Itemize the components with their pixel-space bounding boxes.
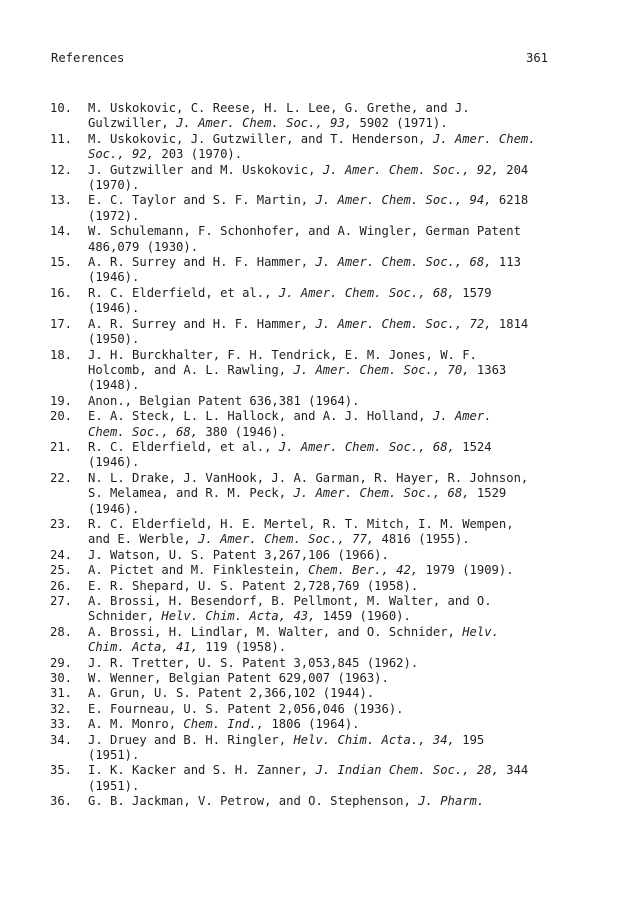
citation-source: J. Amer. Chem. — [432, 131, 536, 146]
reference-line — [88, 471, 570, 486]
reference-line — [88, 486, 570, 501]
reference-text — [88, 733, 570, 764]
reference-line — [88, 733, 570, 748]
reference-line — [88, 794, 570, 809]
citation-source: Chem. Ber., 42, — [308, 563, 419, 578]
reference-line — [88, 517, 570, 532]
reference-segment: Holcomb, and A. L. Rawling, — [88, 362, 294, 377]
reference-entry — [50, 348, 570, 394]
reference-text — [88, 440, 570, 471]
reference-entry — [50, 224, 570, 255]
reference-number: 27. — [50, 594, 73, 608]
reference-segment: Schnider, — [88, 609, 162, 624]
reference-segment: 204 — [498, 162, 529, 177]
reference-line — [88, 455, 570, 470]
reference-number: 21. — [50, 439, 73, 454]
reference-segment: 1363 — [469, 362, 507, 377]
running-header-title: References — [51, 51, 125, 65]
reference-entry — [50, 594, 570, 625]
reference-line — [88, 178, 570, 193]
citation-source: Chem. Ind., — [183, 717, 265, 732]
reference-segment: M. Uskokovic, C. Reese, H. L. Lee, G. Grethe, and J. — [88, 101, 470, 115]
reference-line — [88, 640, 570, 655]
reference-line — [88, 409, 570, 424]
reference-text — [88, 471, 570, 517]
reference-entry — [50, 409, 570, 440]
citation-source: Soc., 92, — [88, 147, 155, 162]
reference-text — [88, 317, 570, 348]
reference-segment: 1979 (1909). — [418, 563, 514, 578]
reference-text — [88, 132, 570, 163]
citation-source: J. Amer. Chem. Soc., 68, — [293, 486, 470, 501]
reference-text — [88, 409, 570, 440]
reference-segment: A. R. Surrey and H. F. Hammer, — [88, 255, 316, 270]
reference-number: 19. — [50, 393, 73, 408]
reference-line — [88, 363, 570, 378]
reference-line — [88, 224, 570, 239]
reference-line — [88, 671, 570, 686]
reference-text — [88, 763, 570, 794]
reference-line — [88, 440, 570, 455]
reference-entry — [50, 794, 570, 809]
reference-line — [88, 270, 570, 285]
citation-source: Helv. — [462, 624, 499, 639]
reference-line — [88, 425, 570, 440]
reference-line — [88, 686, 570, 701]
reference-entry — [50, 517, 570, 548]
reference-line — [88, 147, 570, 162]
reference-entry — [50, 471, 570, 517]
citation-source: Chem. Soc., 68, — [88, 424, 199, 439]
reference-segment: 6218 — [491, 193, 529, 208]
reference-text — [88, 686, 570, 701]
reference-segment: (1946). — [88, 501, 140, 516]
reference-number: 17. — [50, 316, 73, 331]
reference-segment: S. Melamea, and R. M. Peck, — [88, 486, 294, 501]
reference-segment: A. Brossi, H. Lindlar, M. Walter, and O. Schnider, — [88, 624, 463, 639]
reference-entry — [50, 317, 570, 348]
reference-entry — [50, 548, 570, 563]
reference-number: 24. — [50, 547, 73, 562]
reference-text — [88, 517, 570, 548]
reference-entry — [50, 656, 570, 671]
reference-segment: Gulzwiller, — [88, 116, 177, 131]
reference-segment: 344 — [498, 763, 529, 778]
citation-source: J. Amer. Chem. Soc., 93, — [176, 116, 353, 131]
reference-line — [88, 656, 570, 671]
reference-text — [88, 394, 570, 409]
reference-line — [88, 317, 570, 332]
reference-number: 34. — [50, 732, 73, 747]
reference-segment: (1946). — [88, 455, 140, 470]
reference-entry — [50, 563, 570, 578]
reference-number: 16. — [50, 285, 73, 300]
reference-segment: 1814 — [491, 316, 529, 331]
reference-line — [88, 348, 570, 363]
reference-list — [50, 101, 570, 810]
citation-source: J. Amer. Chem. Soc., 92, — [322, 162, 499, 177]
reference-number: 25. — [50, 563, 73, 578]
reference-segment: J. Druey and B. H. Ringler, — [88, 732, 294, 747]
reference-number: 18. — [50, 347, 73, 362]
reference-entry — [50, 702, 570, 717]
reference-segment: W. Wenner, Belgian Patent 629,007 (1963). — [88, 671, 389, 686]
reference-segment: R. C. Elderfield, H. E. Mertel, R. T. Mitch, I. M. Wempen, — [88, 516, 514, 531]
reference-line — [88, 609, 570, 624]
reference-line — [88, 594, 570, 609]
reference-line — [88, 101, 570, 116]
reference-line — [88, 240, 570, 255]
reference-segment: E. Fourneau, U. S. Patent 2,056,046 (1936). — [88, 701, 404, 716]
reference-number: 15. — [50, 255, 73, 270]
reference-text — [88, 579, 570, 594]
citation-source: Chim. Acta, 41, — [88, 640, 199, 655]
reference-segment: A. Pictet and M. Finklestein, — [88, 563, 309, 578]
reference-text — [88, 656, 570, 671]
reference-number: 23. — [50, 516, 73, 531]
reference-segment: (1951). — [88, 778, 140, 793]
reference-segment: 1459 (1960). — [315, 609, 411, 624]
reference-segment: R. C. Elderfield, et al., — [88, 285, 279, 300]
citation-source: J. Amer. Chem. Soc., 94, — [315, 193, 492, 208]
reference-segment: 1806 (1964). — [264, 717, 360, 732]
reference-segment: 486,079 (1930). — [88, 239, 199, 254]
reference-number: 35. — [50, 763, 73, 778]
reference-entry — [50, 763, 570, 794]
citation-source: J. Amer. Chem. Soc., 68, — [315, 255, 492, 270]
reference-text — [88, 255, 570, 286]
reference-segment: A. Grun, U. S. Patent 2,366,102 (1944). — [88, 686, 375, 701]
reference-number: 22. — [50, 470, 73, 485]
reference-line — [88, 163, 570, 178]
reference-text — [88, 193, 570, 224]
reference-text — [88, 101, 570, 132]
reference-line — [88, 132, 570, 147]
reference-line — [88, 579, 570, 594]
reference-entry — [50, 286, 570, 317]
reference-entry — [50, 101, 570, 132]
reference-segment: (1972). — [88, 208, 140, 223]
reference-segment: 1524 — [454, 439, 492, 454]
reference-line — [88, 286, 570, 301]
citation-source: J. Amer. Chem. Soc., 68, — [278, 439, 455, 454]
reference-line — [88, 301, 570, 316]
reference-text — [88, 286, 570, 317]
reference-segment: 119 (1958). — [198, 640, 287, 655]
reference-segment: J. Watson, U. S. Patent 3,267,106 (1966). — [88, 547, 389, 562]
reference-number: 33. — [50, 717, 73, 732]
reference-text — [88, 625, 570, 656]
reference-line — [88, 532, 570, 547]
reference-number: 10. — [50, 101, 73, 115]
citation-source: J. Amer. Chem. Soc., 70, — [293, 362, 470, 377]
reference-text — [88, 548, 570, 563]
reference-entry — [50, 579, 570, 594]
reference-text — [88, 594, 570, 625]
reference-line — [88, 209, 570, 224]
reference-entry — [50, 163, 570, 194]
reference-line — [88, 548, 570, 563]
reference-line — [88, 748, 570, 763]
reference-segment: W. Schulemann, F. Schonhofer, and A. Wingler, German Patent — [88, 224, 521, 239]
reference-line — [88, 563, 570, 578]
reference-text — [88, 671, 570, 686]
reference-segment: 203 (1970). — [154, 147, 243, 162]
reference-segment: (1946). — [88, 301, 140, 316]
reference-entry — [50, 686, 570, 701]
reference-number: 30. — [50, 671, 73, 686]
reference-text — [88, 794, 570, 809]
reference-segment: M. Uskokovic, J. Gutzwiller, and T. Henderson, — [88, 131, 433, 146]
reference-segment: (1946). — [88, 270, 140, 285]
reference-entry — [50, 394, 570, 409]
reference-entry — [50, 625, 570, 656]
reference-number: 12. — [50, 162, 73, 177]
reference-text — [88, 224, 570, 255]
reference-segment: E. R. Shepard, U. S. Patent 2,728,769 (1958). — [88, 578, 419, 593]
reference-segment: G. B. Jackman, V. Petrow, and O. Stephenson, — [88, 794, 419, 809]
reference-number: 32. — [50, 701, 73, 716]
citation-source: J. Pharm. — [418, 794, 485, 809]
reference-segment: 1529 — [469, 486, 507, 501]
reference-segment: 380 (1946). — [198, 424, 287, 439]
reference-segment: (1950). — [88, 332, 140, 347]
reference-segment: N. L. Drake, J. VanHook, J. A. Garman, R. Hayer, R. Johnson, — [88, 470, 529, 485]
reference-entry — [50, 733, 570, 764]
reference-number: 31. — [50, 686, 73, 701]
citation-source: J. Indian Chem. Soc., 28, — [315, 763, 499, 778]
page-header — [51, 51, 548, 67]
reference-segment: J. H. Burckhalter, F. H. Tendrick, E. M. Jones, W. F. — [88, 347, 477, 362]
reference-number: 20. — [50, 409, 73, 424]
reference-line — [88, 193, 570, 208]
reference-segment: (1970). — [88, 178, 140, 193]
reference-line — [88, 116, 570, 131]
reference-segment: 5902 (1971). — [352, 116, 448, 131]
reference-line — [88, 378, 570, 393]
reference-segment: E. A. Steck, L. L. Hallock, and A. J. Holland, — [88, 409, 433, 424]
reference-segment: 1579 — [454, 285, 492, 300]
reference-entry — [50, 132, 570, 163]
reference-line — [88, 763, 570, 778]
citation-source: J. Amer. Chem. Soc., 77, — [198, 532, 375, 547]
reference-segment: R. C. Elderfield, et al., — [88, 439, 279, 454]
reference-number: 26. — [50, 578, 73, 593]
reference-number: 29. — [50, 655, 73, 670]
reference-segment: 195 — [454, 732, 485, 747]
citation-source: Helv. Chim. Acta, 43, — [161, 609, 316, 624]
reference-segment: I. K. Kacker and S. H. Zanner, — [88, 763, 316, 778]
reference-segment: 113 — [491, 255, 521, 270]
reference-line — [88, 394, 570, 409]
citation-source: Helv. Chim. Acta., 34, — [293, 732, 455, 747]
citation-source: J. Amer. Chem. Soc., 68, — [278, 285, 455, 300]
reference-line — [88, 702, 570, 717]
reference-entry — [50, 717, 570, 732]
citation-source: J. Amer. — [432, 409, 492, 424]
reference-segment: (1948). — [88, 378, 140, 393]
reference-line — [88, 717, 570, 732]
reference-line — [88, 779, 570, 794]
reference-text — [88, 717, 570, 732]
reference-segment: A. Brossi, H. Besendorf, B. Pellmont, M. Walter, and O. — [88, 594, 492, 608]
reference-segment: J. Gutzwiller and M. Uskokovic, — [88, 162, 323, 177]
reference-line — [88, 502, 570, 517]
page-number: 361 — [525, 51, 548, 65]
reference-segment: Anon., Belgian Patent 636,381 (1964). — [88, 393, 360, 408]
reference-line — [88, 255, 570, 270]
reference-line — [88, 332, 570, 347]
reference-number: 13. — [50, 193, 73, 208]
reference-text — [88, 702, 570, 717]
reference-text — [88, 163, 570, 194]
reference-number: 14. — [50, 224, 73, 239]
reference-number: 28. — [50, 624, 73, 639]
reference-text — [88, 563, 570, 578]
reference-segment: 4816 (1955). — [374, 532, 470, 547]
reference-entry — [50, 193, 570, 224]
reference-segment: and E. Werble, — [88, 532, 199, 547]
reference-number: 11. — [50, 131, 73, 146]
reference-entry — [50, 440, 570, 471]
reference-segment: A. M. Monro, — [88, 717, 184, 732]
reference-entry — [50, 255, 570, 286]
reference-entry — [50, 671, 570, 686]
reference-number: 36. — [50, 794, 73, 809]
reference-line — [88, 625, 570, 640]
reference-text — [88, 348, 570, 394]
reference-segment: A. R. Surrey and H. F. Hammer, — [88, 316, 316, 331]
reference-segment: (1951). — [88, 748, 140, 763]
citation-source: J. Amer. Chem. Soc., 72, — [315, 316, 492, 331]
reference-segment: E. C. Taylor and S. F. Martin, — [88, 193, 316, 208]
reference-segment: J. R. Tretter, U. S. Patent 3,053,845 (1962). — [88, 655, 419, 670]
